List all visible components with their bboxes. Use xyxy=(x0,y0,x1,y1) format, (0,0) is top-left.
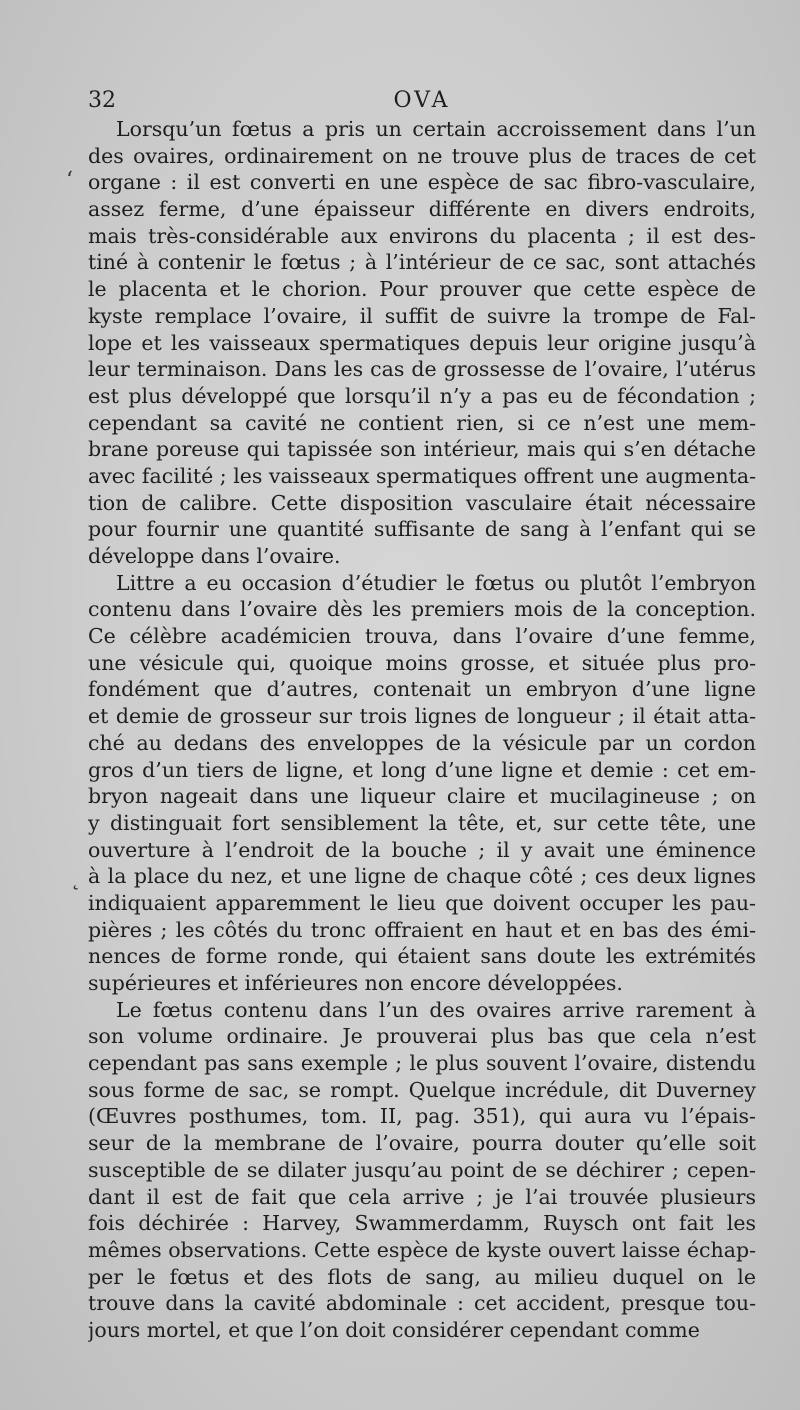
text-line: une vésicule qui, quoique moins grosse, et située plus pro- xyxy=(88,650,756,675)
text-line: lope et les vaisseaux spermatiques depuis leur origine jusqu’à xyxy=(88,330,756,355)
text-line: nences de forme ronde, qui étaient sans doute les extrémités xyxy=(88,944,756,969)
text-line: son volume ordinaire. Je prouverai plus bas que cela n’est xyxy=(88,1024,756,1049)
text-line: Le fœtus contenu dans l’un des ovaires arrive rarement à xyxy=(116,997,756,1022)
text-line: assez ferme, d’une épaisseur différente en divers endroits, xyxy=(88,197,756,222)
text-line: et demie de grosseur sur trois lignes de longueur ; il était atta- xyxy=(88,704,756,729)
text-line: organe : il est converti en une espèce de sac fibro-vasculaire, xyxy=(88,170,756,195)
text-line: brane poreuse qui tapissée son intérieur, mais qui s’en détache xyxy=(88,437,756,462)
text-line: bryon nageait dans une liqueur claire et mucilagineuse ; on xyxy=(88,784,756,809)
text-line: susceptible de se dilater jusqu’au point de se déchirer ; cepen- xyxy=(88,1157,756,1182)
text-line: des ovaires, ordinairement on ne trouve plus de traces de cet xyxy=(88,143,756,168)
page-header xyxy=(88,86,756,116)
text-line: mêmes observations. Cette espèce de kyste ouvert laisse échap- xyxy=(88,1237,756,1262)
body-text xyxy=(88,116,756,1344)
paragraph xyxy=(88,570,756,997)
text-line: développe dans l’ovaire. xyxy=(88,544,341,568)
page-number: 32 xyxy=(88,88,116,113)
text-line: avec facilité ; les vaisseaux spermatiques offrent une augmenta- xyxy=(88,463,756,488)
paragraph xyxy=(88,116,756,570)
paragraph xyxy=(88,997,756,1344)
text-line: Ce célèbre académicien trouva, dans l’ovaire d’une femme, xyxy=(88,624,756,649)
text-line: pour fournir une quantité suffisante de sang à l’enfant qui se xyxy=(88,517,756,542)
text-line: indiquaient apparemment le lieu que doivent occuper les pau- xyxy=(88,890,756,915)
text-line: sous forme de sac, se rompt. Quelque incrédule, dit Duverney xyxy=(88,1077,756,1102)
text-line: seur de la membrane de l’ovaire, pourra douter qu’elle soit xyxy=(88,1131,756,1156)
text-line: trouve dans la cavité abdominale : cet accident, presque tou- xyxy=(88,1291,756,1316)
text-line: cependant pas sans exemple ; le plus souvent l’ovaire, distendu xyxy=(88,1051,756,1076)
text-line: le placenta et le chorion. Pour prouver que cette espèce de xyxy=(88,277,756,302)
text-line: Littre a eu occasion d’étudier le fœtus ou plutôt l’embryon xyxy=(116,570,756,595)
text-line: kyste remplace l’ovaire, il suffit de suivre la trompe de Fal- xyxy=(88,303,756,328)
text-line: dant il est de fait que cela arrive ; je l’ai trouvée plusieurs xyxy=(88,1184,756,1209)
text-line: ché au dedans des enveloppes de la vésicule par un cordon xyxy=(88,730,756,755)
text-line: supérieures et inférieures non encore développées. xyxy=(88,971,623,995)
text-line: jours mortel, et que l’on doit considérer cependant comme xyxy=(88,1317,700,1342)
text-line: mais très-considérable aux environs du placenta ; il est des- xyxy=(88,223,756,248)
text-line: ouverture à l’endroit de la bouche ; il y avait une éminence xyxy=(88,837,756,862)
text-line: tion de calibre. Cette disposition vasculaire était nécessaire xyxy=(88,490,756,515)
running-title: OVA xyxy=(393,88,451,113)
text-line: fondément que d’autres, contenait un embryon d’une ligne xyxy=(88,677,756,702)
text-line: est plus développé que lorsqu’il n’y a pas eu de fécondation ; xyxy=(88,383,756,408)
text-line: gros d’un tiers de ligne, et long d’une ligne et demie : cet em- xyxy=(88,757,756,782)
text-line: (Œuvres posthumes, tom. II, pag. 351), qui aura vu l’épais- xyxy=(88,1104,756,1129)
text-line: cependant sa cavité ne contient rien, si ce n’est une mem- xyxy=(88,410,756,435)
margin-mark: ‘ xyxy=(66,168,73,193)
text-line: Lorsqu’un fœtus a pris un certain accroissement dans l’un xyxy=(116,117,756,141)
text-line: à la place du nez, et une ligne de chaque côté ; ces deux lignes xyxy=(88,864,756,889)
text-line: tiné à contenir le fœtus ; à l’intérieur de ce sac, sont attachés xyxy=(88,250,756,275)
margin-mark: ˛ xyxy=(70,866,81,891)
text-line: contenu dans l’ovaire dès les premiers mois de la conception. xyxy=(88,597,756,622)
text-line: per le fœtus et des flots de sang, au milieu duquel on le xyxy=(88,1264,756,1289)
text-line: fois déchirée : Harvey, Swammerdamm, Ruysch ont fait les xyxy=(88,1211,756,1236)
text-line: pières ; les côtés du tronc offraient en haut et en bas des émi- xyxy=(88,917,756,942)
text-line: leur terminaison. Dans les cas de grossesse de l’ovaire, l’utérus xyxy=(88,357,756,382)
text-line: y distinguait fort sensiblement la tête, et, sur cette tête, une xyxy=(88,810,756,835)
